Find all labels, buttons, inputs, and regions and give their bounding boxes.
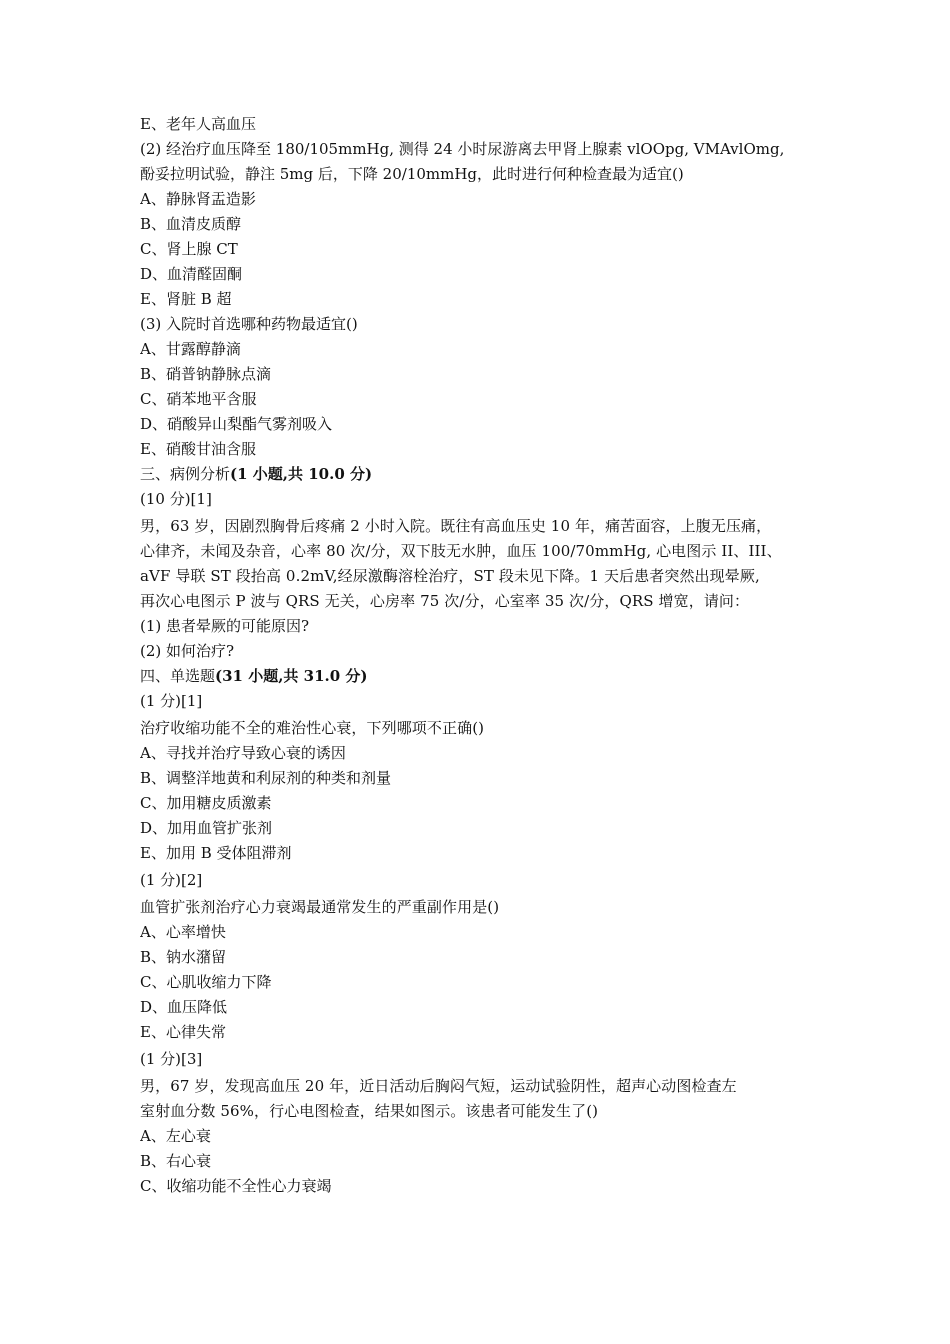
sub-question: (2) 如何治疗?	[140, 642, 235, 660]
question-stem	[140, 895, 830, 920]
option-line: C、心肌收缩力下降	[140, 973, 272, 991]
question-score: (1 分)[2]	[140, 871, 203, 889]
option-line: A、心率增快	[140, 923, 226, 941]
option-line: E、肾脏 B 超	[140, 290, 232, 308]
question-stem	[140, 716, 830, 741]
text-line: E、老年人高血压	[140, 115, 256, 133]
sub-question: (1) 患者晕厥的可能原因?	[140, 617, 310, 635]
option-line: B、血清皮质醇	[140, 215, 242, 233]
text-line: (3) 入院时首选哪种药物最适宜()	[140, 315, 358, 333]
option-line: D、加用血管扩张剂	[140, 819, 273, 837]
text-line: (2) 经治疗血压降至 180/105mmHg, 测得 24 小时尿游离去甲肾上腺素 vlOOpg, VMAvlOmg,	[140, 140, 785, 158]
question-score: (1 分)[3]	[140, 1050, 203, 1068]
option-line: C、收缩功能不全性心力衰竭	[140, 1177, 332, 1195]
option-line: A、静脉肾盂造影	[140, 190, 256, 208]
case-line: 心律齐，未闻及杂音，心率 80 次/分，双下肢无水肿，血压 100/70mmHg, 心电图示 II、III、	[140, 542, 782, 560]
option-line: A、左心衰	[140, 1127, 211, 1145]
option-line: B、硝普钠静脉点滴	[140, 365, 272, 383]
option-line: A、甘露醇静滴	[140, 340, 241, 358]
option-line: D、硝酸异山梨酯气雾剂吸入	[140, 415, 333, 433]
case-line: 再次心电图示 P 波与 QRS 无关，心房率 75 次/分，心室率 35 次/分，QRS 增宽，请问：	[140, 592, 750, 610]
option-line: E、心律失常	[140, 1023, 226, 1041]
case-line: aVF 导联 ST 段抬高 0.2mV,经尿激酶溶栓治疗，ST 段未见下降。1 天后患者突然出现晕厥,	[140, 567, 760, 585]
stem-line: 治疗收缩功能不全的难治性心衰，下列哪项不正确()	[140, 719, 485, 737]
option-line: E、加用 B 受体阻滞剂	[140, 844, 292, 862]
stem-line: 室射血分数 56%，行心电图检查，结果如图示。该患者可能发生了()	[140, 1102, 599, 1120]
option-line: D、血清醛固酮	[140, 265, 243, 283]
stem-line: 男，67 岁，发现高血压 20 年，近日活动后胸闷气短，运动试验阴性，超声心动图检查左	[140, 1077, 737, 1095]
option-line: E、硝酸甘油含服	[140, 440, 256, 458]
section-heading-prefix: 四、单选题	[140, 667, 216, 685]
question-score: (10 分)[1]	[140, 490, 212, 508]
stem-line: 血管扩张剂治疗心力衰竭最通常发生的严重副作用是()	[140, 898, 500, 916]
section-heading-case-analysis	[140, 462, 830, 487]
option-line: B、调整洋地黄和利尿剂的种类和剂量	[140, 769, 392, 787]
option-line: C、肾上腺 CT	[140, 240, 238, 258]
option-line: C、硝苯地平含服	[140, 390, 257, 408]
case-paragraph	[140, 514, 830, 614]
option-line: A、寻找并治疗导致心衰的诱因	[140, 744, 346, 762]
option-line: D、血压降低	[140, 998, 228, 1016]
option-line: B、右心衰	[140, 1152, 212, 1170]
case-line: 男，63 岁，因剧烈胸骨后疼痛 2 小时入院。既往有高血压史 10 年，痛苦面容，上腹无压痛，	[140, 517, 772, 535]
section-heading-single-choice	[140, 664, 830, 689]
section-heading-prefix: 三、病例分析	[140, 465, 231, 483]
section-heading-count: (1 小题,共 10.0 分)	[230, 465, 373, 483]
option-line: C、加用糖皮质激素	[140, 794, 272, 812]
document-page	[140, 112, 830, 1199]
text-line: 酚妥拉明试验，静注 5mg 后，下降 20/10mmHg，此时进行何种检查最为适宜()	[140, 165, 684, 183]
option-line: B、钠水潴留	[140, 948, 227, 966]
section-heading-count: (31 小题,共 31.0 分)	[215, 667, 368, 685]
question-score: (1 分)[1]	[140, 692, 203, 710]
question-stem	[140, 1074, 830, 1124]
